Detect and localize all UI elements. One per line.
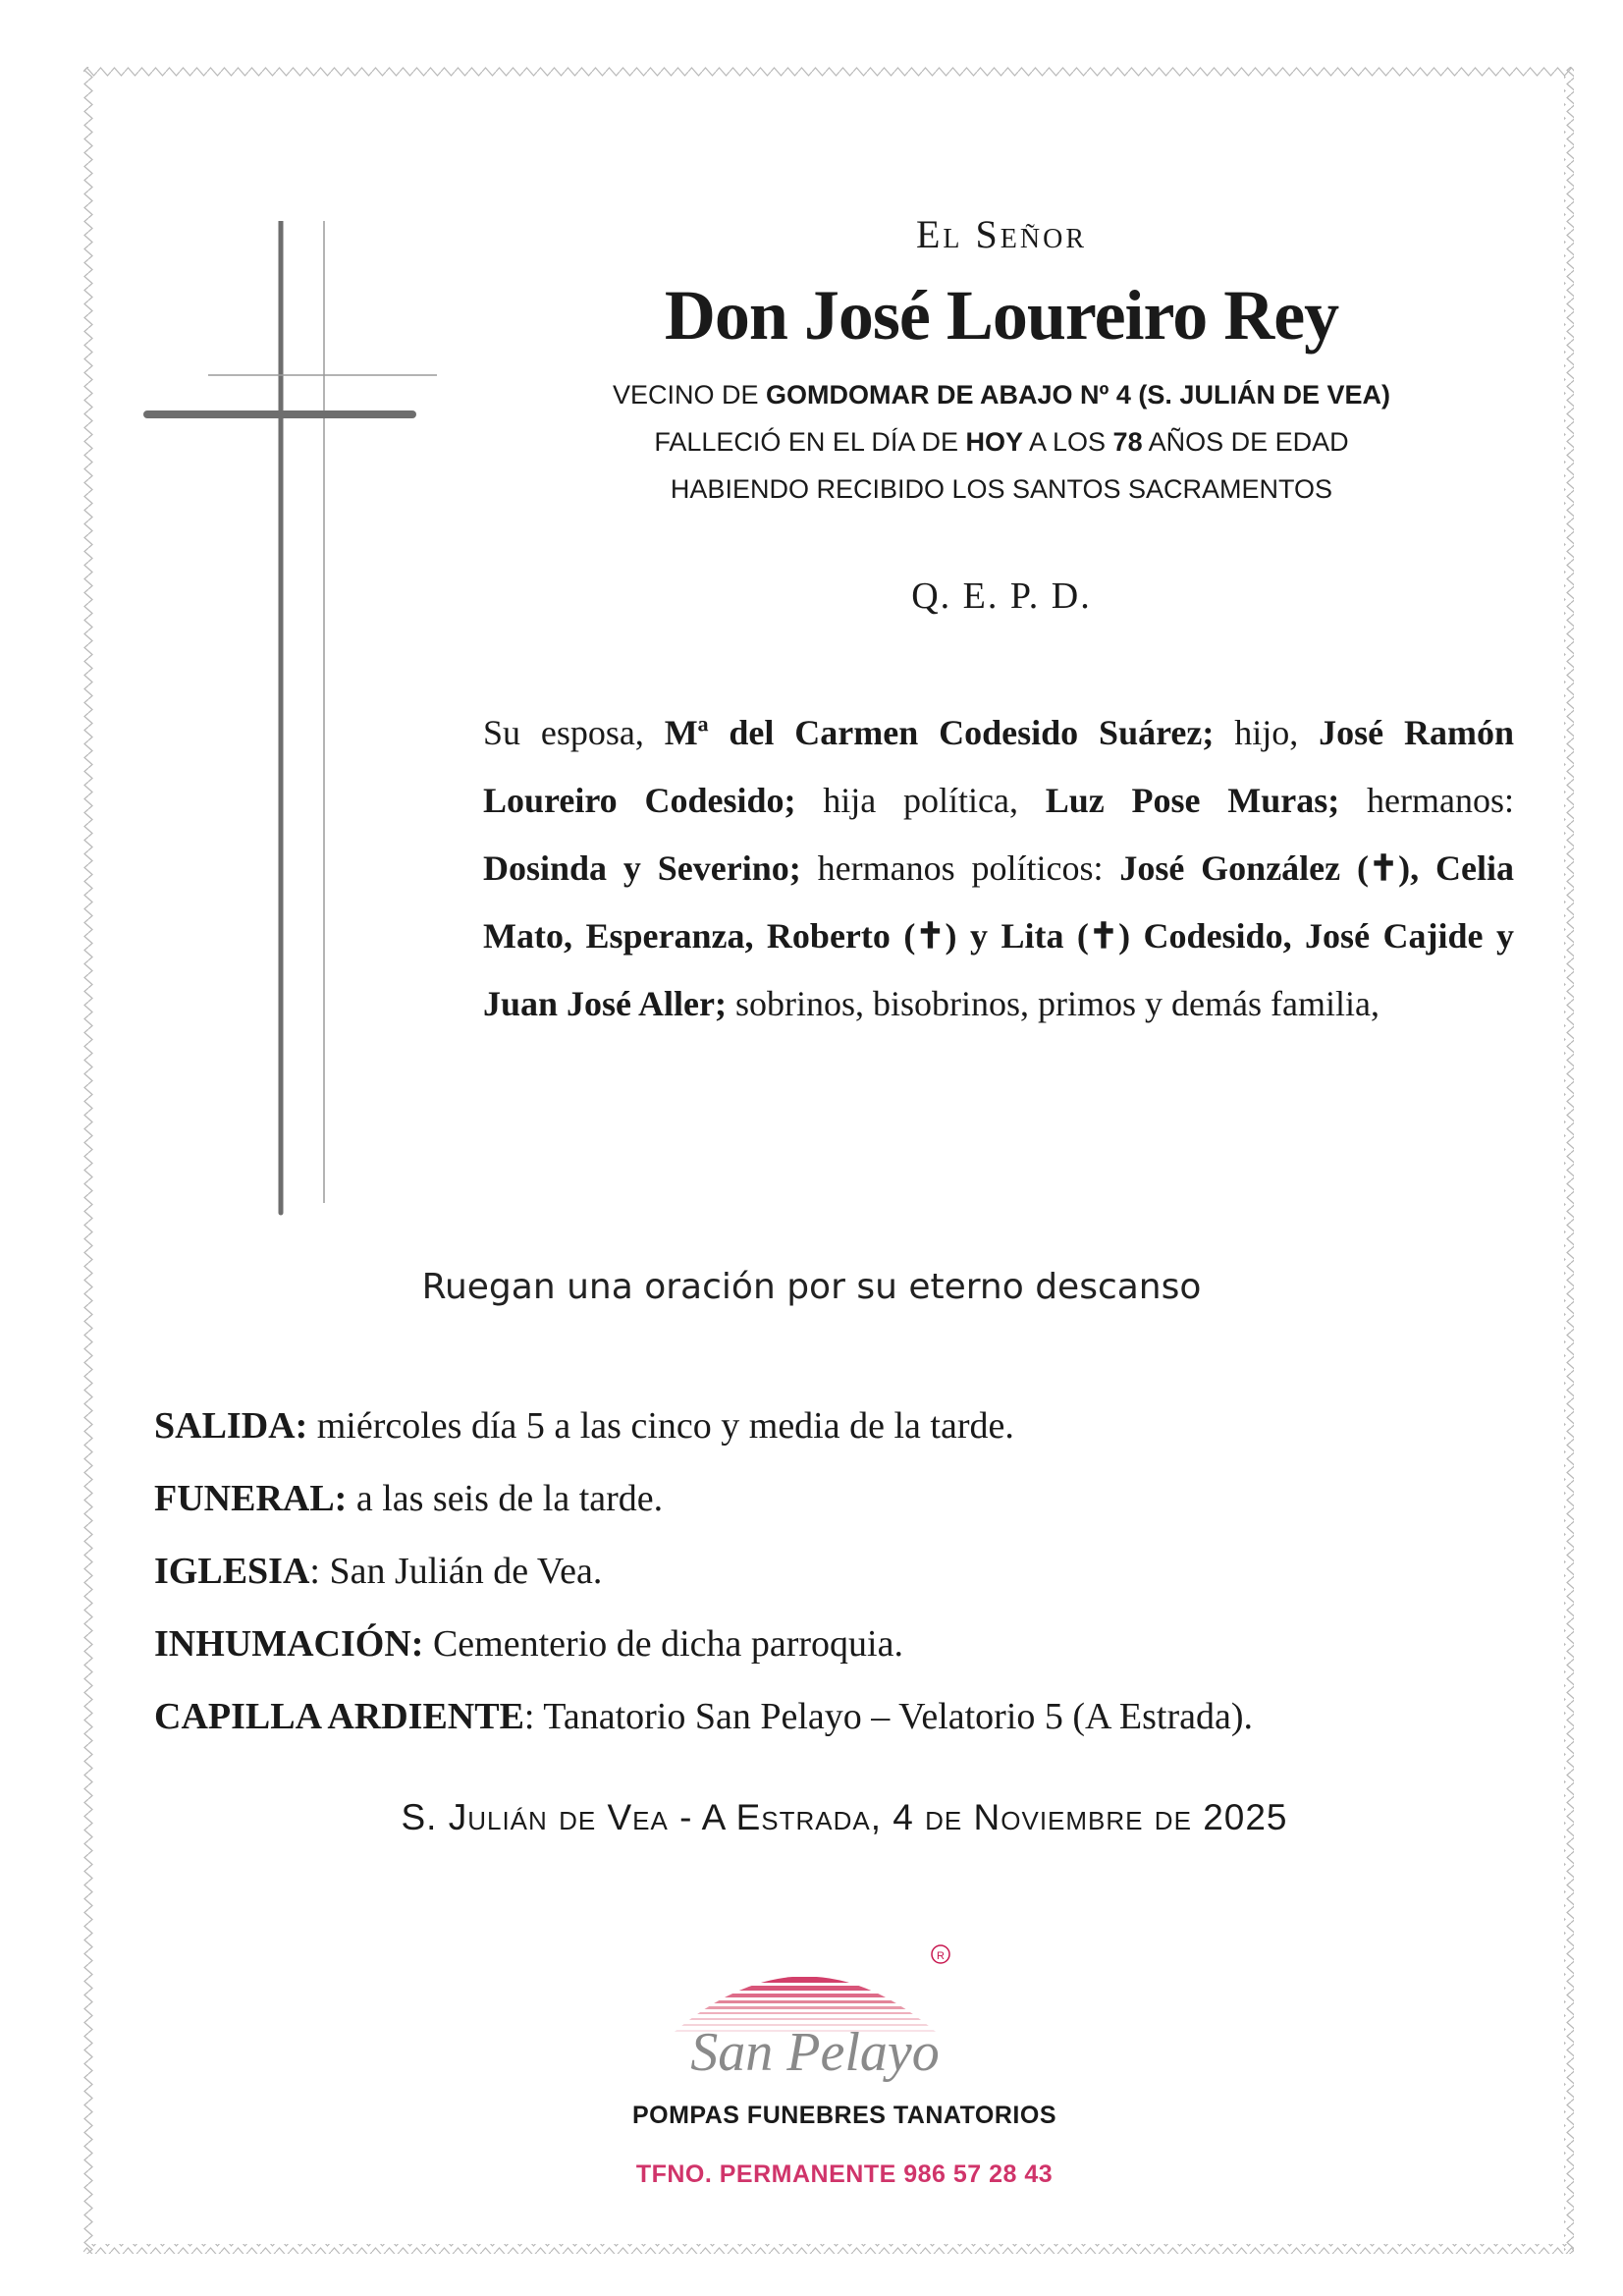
- info-line-residence: VECINO DE GOMDOMAR DE ABAJO Nº 4 (S. JULIÁN DE VEA): [613, 380, 1390, 410]
- detail-funeral: FUNERAL: a las seis de la tarde.: [154, 1478, 664, 1519]
- detail-iglesia: IGLESIA: San Julián de Vea.: [154, 1551, 603, 1592]
- detail-inhumacion: INHUMACIÓN: Cementerio de dicha parroquia.: [154, 1623, 903, 1665]
- phone-number: TFNO. PERMANENTE 986 57 28 43: [635, 2160, 1054, 2188]
- deceased-name: Don José Loureiro Rey: [664, 276, 1339, 355]
- logo-text: San Pelayo: [690, 2022, 940, 2083]
- prayer-request: Ruegan una oración por su eterno descanso: [421, 1267, 1202, 1307]
- qepd-text: Q. E. P. D.: [911, 575, 1092, 617]
- company-logo: [648, 1925, 982, 2111]
- registered-mark: R: [937, 1950, 945, 1962]
- place-date: S. Julián de Vea - A Estrada, 4 de Noviembre de 2025: [401, 1797, 1288, 1837]
- cross-icon: [137, 221, 452, 1223]
- detail-salida: SALIDA: miércoles día 5 a las cinco y media de la tarde.: [154, 1405, 1014, 1447]
- service-details: [154, 1390, 1548, 1753]
- info-line-sacraments: HABIENDO RECIBIDO LOS SANTOS SACRAMENTOS: [670, 474, 1333, 504]
- page-title: El Señor: [915, 212, 1087, 256]
- info-line-death: FALLECIÓ EN EL DÍA DE HOY A LOS 78 AÑOS DE EDAD: [654, 427, 1349, 457]
- info-block: [550, 371, 1453, 513]
- company-tagline: POMPAS FUNEBRES TANATORIOS: [631, 2102, 1056, 2129]
- detail-capilla: CAPILLA ARDIENTE: Tanatorio San Pelayo – Velatorio 5 (A Estrada).: [154, 1696, 1253, 1737]
- family-paragraph: Su esposa, Mª del Carmen Codesido Suárez; hijo, José Ramón Loureiro Codesido; hija política, Luz Pose Muras; hermanos: Dosinda y Severino; hermanos políticos: José González (✝), Celia Mato, Esperanza, Roberto (✝) y Lita (✝) Codesido, José Cajide y Juan José Aller; sobrinos, bisobrinos, primos y demás familia,: [483, 713, 1514, 1023]
